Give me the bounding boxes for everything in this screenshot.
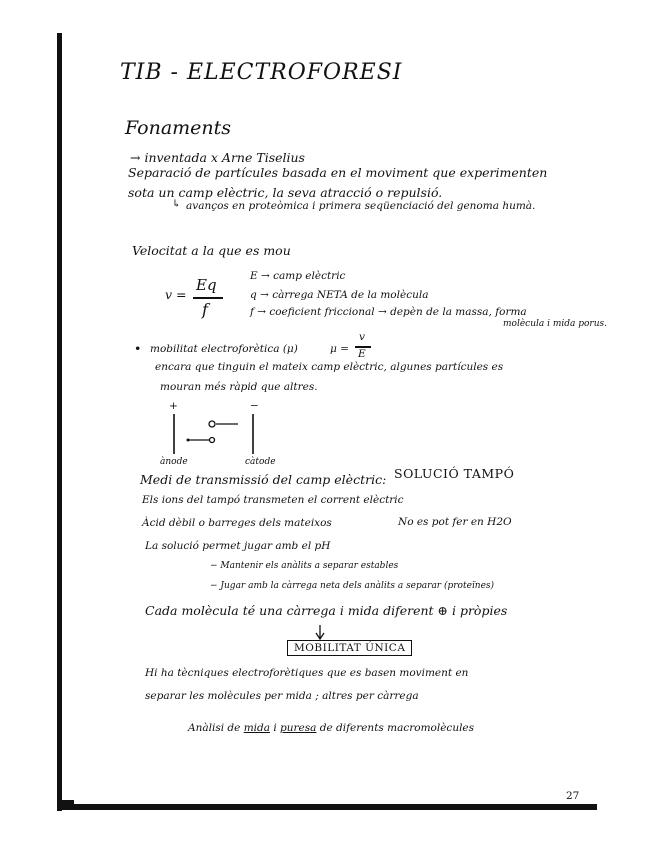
line-invented: → inventada x Arne Tiselius — [130, 150, 305, 165]
diagram-minus: − — [250, 400, 259, 412]
molecule-boxed-mobility: MOBILITAT ÚNICA — [287, 640, 412, 656]
line-advances-arrow: ↳ — [172, 198, 181, 210]
anode-label: ànode — [160, 457, 188, 467]
techniques-puresa: puresa — [280, 722, 317, 734]
molecule-line: Cada molècula té una càrrega i mida diferent ⊕ i pròpies — [145, 603, 508, 618]
velocity-denominator: f — [202, 300, 208, 319]
techniques-mida: mida — [243, 722, 270, 734]
velocity-numerator: Eq — [196, 276, 217, 294]
velocity-def-e: E → camp elèctric — [250, 270, 346, 282]
mobility-formula-den: E — [358, 348, 366, 360]
page-title: TIB - ELECTROFORESI — [120, 60, 403, 85]
medium-line2: Àcid dèbil o barreges dels mateixos — [142, 517, 332, 529]
velocity-def-q: q → càrrega NETA de la molècula — [250, 289, 429, 301]
techniques-macromolecules: de diferents macromolècules — [319, 722, 475, 734]
medium-sub1: − Mantenir els anàlits a separar estables — [210, 561, 399, 571]
techniques-analysis: Anàlisi de — [188, 722, 241, 734]
medium-line3: La solució permet jugar amb el pH — [145, 540, 331, 552]
mobility-bullet: • — [134, 341, 142, 356]
velocity-def-note: molècula i mida porus. — [503, 319, 607, 329]
medium-heading: Medi de transmissió del camp elèctric: — [140, 472, 387, 487]
section-heading-fonaments: Fonaments — [125, 117, 232, 139]
line-advances: avanços en proteòmica i primera seqüenciació del genoma humà. — [186, 200, 536, 212]
diagram-plus: + — [169, 400, 178, 412]
mobility-line2: encara que tinguin el mateix camp elèctric, algunes partícules es — [155, 361, 504, 373]
medium-line1: Els ions del tampó transmeten el corrent elèctric — [142, 494, 404, 506]
medium-line2-note: No es pot fer en H2O — [398, 516, 512, 528]
techniques-line3 — [188, 722, 474, 734]
mobility-formula-mu: μ = — [330, 343, 349, 355]
techniques-i: i — [273, 722, 277, 734]
mobility-line1: mobilitat electroforètica (μ) — [150, 343, 298, 355]
mobility-line3: mouran més ràpid que altres. — [160, 381, 318, 393]
mobility-formula-num: v — [359, 331, 365, 343]
velocity-def-f: f → coeficient friccional → depèn de la massa, forma — [250, 306, 527, 318]
techniques-line2: separar les molècules per mida ; altres per càrrega — [145, 690, 419, 702]
velocity-v: v = — [165, 287, 187, 302]
velocity-label: Velocitat a la que es mou — [132, 243, 291, 258]
cathode-label: càtode — [245, 457, 276, 467]
line-separation-1: Separació de partícules basada en el moviment que experimenten — [128, 165, 548, 180]
line-separation-2: sota un camp elèctric, la seva atracció o repulsió. — [128, 185, 443, 200]
techniques-line1: Hi ha tècniques electroforètiques que es basen moviment en — [145, 667, 469, 679]
page-number: 27 — [566, 790, 580, 802]
medium-boxed-solution: SOLUCIÓ TAMPÓ — [394, 466, 515, 481]
medium-sub2: − Jugar amb la càrrega neta dels anàlits a separar (proteïnes) — [210, 581, 495, 591]
